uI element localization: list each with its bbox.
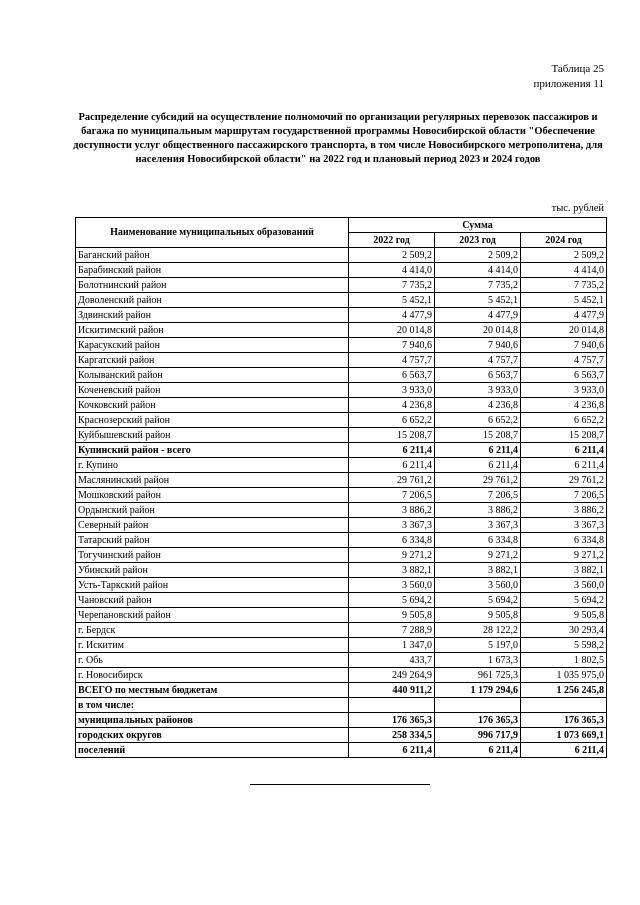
amount-2024: 5 598,2 (521, 638, 607, 653)
amount-2024: 1 802,5 (521, 653, 607, 668)
amount-2023: 961 725,3 (435, 668, 521, 683)
amount-2024: 9 271,2 (521, 548, 607, 563)
amount-2023: 4 414,0 (435, 263, 521, 278)
table-row (76, 308, 607, 323)
table-row (76, 353, 607, 368)
amount-2024: 1 256 245,8 (521, 683, 607, 698)
amount-2023: 6 652,2 (435, 413, 521, 428)
amount-2024: 6 334,8 (521, 533, 607, 548)
amount-2022: 3 560,0 (349, 578, 435, 593)
municipality-name: Баганский район (76, 248, 349, 263)
municipality-name: г. Бердск (76, 623, 349, 638)
municipality-name: Карасукский район (76, 338, 349, 353)
table-row (76, 278, 607, 293)
amount-2023: 4 236,8 (435, 398, 521, 413)
amount-2023: 3 560,0 (435, 578, 521, 593)
municipality-name: Куйбышевский район (76, 428, 349, 443)
header-year-2024: 2024 год (521, 233, 607, 248)
amount-2024: 30 293,4 (521, 623, 607, 638)
header-year-2022: 2022 год (349, 233, 435, 248)
amount-2024: 3 367,3 (521, 518, 607, 533)
amount-2022: 7 940,6 (349, 338, 435, 353)
amount-2024: 6 652,2 (521, 413, 607, 428)
amount-2023: 7 940,6 (435, 338, 521, 353)
document-title: Распределение субсидий на осуществление полномочий по организации регулярных перевозок пассажиров и багажа по муниципальным маршрутам государственной программы Новосибирской области "Обеспечение доступности услуг общественного пассажирского транспорта, в том числе Новосибирского метрополитена, для населения Новосибирской области" на 2022 год и плановый период 2023 и 2024 годов (73, 112, 603, 165)
amount-2024: 1 035 975,0 (521, 668, 607, 683)
table-row (76, 593, 607, 608)
municipality-name: поселений (76, 743, 349, 758)
footer-divider (250, 784, 430, 785)
municipality-name: Искитимский район (76, 323, 349, 338)
municipality-name: Тогучинский район (76, 548, 349, 563)
amount-2024: 5 452,1 (521, 293, 607, 308)
amount-2022: 3 933,0 (349, 383, 435, 398)
municipality-name: Черепановский район (76, 608, 349, 623)
amount-2022: 9 505,8 (349, 608, 435, 623)
appendix-label: приложения 11 (533, 78, 604, 90)
amount-2023: 6 211,4 (435, 443, 521, 458)
municipality-name: Мошковский район (76, 488, 349, 503)
amount-2023: 3 886,2 (435, 503, 521, 518)
municipality-name: Каргатский район (76, 353, 349, 368)
amount-2022: 4 414,0 (349, 263, 435, 278)
amount-2023: 7 735,2 (435, 278, 521, 293)
amount-2024: 4 236,8 (521, 398, 607, 413)
municipality-name: г. Новосибирск (76, 668, 349, 683)
amount-2024: 29 761,2 (521, 473, 607, 488)
amount-2024: 3 886,2 (521, 503, 607, 518)
amount-2022: 433,7 (349, 653, 435, 668)
table-row (76, 578, 607, 593)
table-row (76, 428, 607, 443)
table-row (76, 263, 607, 278)
table-row (76, 383, 607, 398)
amount-2022: 5 452,1 (349, 293, 435, 308)
table-row (76, 548, 607, 563)
amount-2022: 1 347,0 (349, 638, 435, 653)
municipality-name: Чановский район (76, 593, 349, 608)
table-row (76, 638, 607, 653)
table-row (76, 398, 607, 413)
amount-2023: 5 452,1 (435, 293, 521, 308)
amount-2023: 6 211,4 (435, 743, 521, 758)
table-row (76, 743, 607, 758)
table-row (76, 443, 607, 458)
municipality-name: Барабинский район (76, 263, 349, 278)
amount-2022: 4 477,9 (349, 308, 435, 323)
table-row (76, 413, 607, 428)
amount-2024: 20 014,8 (521, 323, 607, 338)
table-number: Таблица 25 (551, 63, 604, 75)
table-row (76, 488, 607, 503)
header-municipality: Наименование муниципальных образований (76, 218, 349, 248)
municipality-name: г. Купино (76, 458, 349, 473)
amount-2024: 4 477,9 (521, 308, 607, 323)
municipality-name: Кочковский район (76, 398, 349, 413)
amount-2022: 7 288,9 (349, 623, 435, 638)
table-row (76, 698, 607, 713)
header-sum: Сумма (349, 218, 607, 233)
amount-2022: 4 757,7 (349, 353, 435, 368)
amount-2024: 3 933,0 (521, 383, 607, 398)
table-row (76, 653, 607, 668)
municipality-name: Татарский район (76, 533, 349, 548)
table-row (76, 458, 607, 473)
municipality-name: Убинский район (76, 563, 349, 578)
amount-2023: 7 206,5 (435, 488, 521, 503)
municipality-name: г. Искитим (76, 638, 349, 653)
amount-2022: 5 694,2 (349, 593, 435, 608)
municipality-name: ВСЕГО по местным бюджетам (76, 683, 349, 698)
amount-2023: 2 509,2 (435, 248, 521, 263)
amount-2024: 15 208,7 (521, 428, 607, 443)
table-row (76, 713, 607, 728)
amount-2022: 176 365,3 (349, 713, 435, 728)
amount-2024: 6 211,4 (521, 743, 607, 758)
amount-2022: 3 886,2 (349, 503, 435, 518)
amount-2024: 5 694,2 (521, 593, 607, 608)
table-row (76, 668, 607, 683)
municipality-name: Купинский район - всего (76, 443, 349, 458)
amount-2024: 3 882,1 (521, 563, 607, 578)
amount-2022: 6 652,2 (349, 413, 435, 428)
amount-2023: 3 367,3 (435, 518, 521, 533)
municipality-name: муниципальных районов (76, 713, 349, 728)
amount-2024: 6 211,4 (521, 458, 607, 473)
table-row (76, 608, 607, 623)
municipality-name: Колыванский район (76, 368, 349, 383)
amount-2024: 1 073 669,1 (521, 728, 607, 743)
amount-2024: 7 940,6 (521, 338, 607, 353)
amount-2022: 6 211,4 (349, 743, 435, 758)
table-row (76, 518, 607, 533)
amount-2023: 20 014,8 (435, 323, 521, 338)
amount-2022: 3 367,3 (349, 518, 435, 533)
unit-label: тыс. рублей (551, 203, 604, 214)
amount-2022: 7 206,5 (349, 488, 435, 503)
amount-2023: 4 477,9 (435, 308, 521, 323)
amount-2023: 1 179 294,6 (435, 683, 521, 698)
municipality-name: Ордынский район (76, 503, 349, 518)
amount-2024: 7 206,5 (521, 488, 607, 503)
amount-2024: 6 211,4 (521, 443, 607, 458)
amount-2022: 6 334,8 (349, 533, 435, 548)
municipality-name: Маслянинский район (76, 473, 349, 488)
table-row (76, 563, 607, 578)
municipality-name: Северный район (76, 518, 349, 533)
amount-2023: 1 673,3 (435, 653, 521, 668)
amount-2022: 258 334,5 (349, 728, 435, 743)
table-row (76, 623, 607, 638)
amount-2022 (349, 698, 435, 713)
amount-2022: 7 735,2 (349, 278, 435, 293)
amount-2022: 6 211,4 (349, 443, 435, 458)
municipality-name: городских округов (76, 728, 349, 743)
amount-2023: 3 882,1 (435, 563, 521, 578)
amount-2024 (521, 698, 607, 713)
table-body (76, 248, 607, 758)
amount-2022: 15 208,7 (349, 428, 435, 443)
amount-2023: 9 271,2 (435, 548, 521, 563)
amount-2022: 6 563,7 (349, 368, 435, 383)
table-row (76, 323, 607, 338)
amount-2023: 176 365,3 (435, 713, 521, 728)
subsidy-table (75, 217, 607, 758)
amount-2023: 9 505,8 (435, 608, 521, 623)
municipality-name: Усть-Таркский район (76, 578, 349, 593)
amount-2022: 4 236,8 (349, 398, 435, 413)
table-row (76, 338, 607, 353)
amount-2023: 28 122,2 (435, 623, 521, 638)
amount-2023: 29 761,2 (435, 473, 521, 488)
municipality-name: Коченевский район (76, 383, 349, 398)
amount-2023: 5 197,0 (435, 638, 521, 653)
municipality-name: Здвинский район (76, 308, 349, 323)
amount-2022: 20 014,8 (349, 323, 435, 338)
municipality-name: Доволенский район (76, 293, 349, 308)
amount-2024: 4 757,7 (521, 353, 607, 368)
amount-2022: 440 911,2 (349, 683, 435, 698)
table-row (76, 248, 607, 263)
amount-2023: 4 757,7 (435, 353, 521, 368)
table-row (76, 503, 607, 518)
amount-2022: 9 271,2 (349, 548, 435, 563)
amount-2023: 6 563,7 (435, 368, 521, 383)
municipality-name: г. Обь (76, 653, 349, 668)
amount-2024: 4 414,0 (521, 263, 607, 278)
table-row (76, 368, 607, 383)
amount-2022: 6 211,4 (349, 458, 435, 473)
amount-2024: 2 509,2 (521, 248, 607, 263)
amount-2024: 9 505,8 (521, 608, 607, 623)
amount-2022: 29 761,2 (349, 473, 435, 488)
amount-2022: 3 882,1 (349, 563, 435, 578)
municipality-name: в том числе: (76, 698, 349, 713)
municipality-name: Болотнинский район (76, 278, 349, 293)
amount-2024: 176 365,3 (521, 713, 607, 728)
amount-2024: 3 560,0 (521, 578, 607, 593)
municipality-name: Краснозерский район (76, 413, 349, 428)
amount-2022: 249 264,9 (349, 668, 435, 683)
table-row (76, 683, 607, 698)
amount-2023: 15 208,7 (435, 428, 521, 443)
amount-2024: 6 563,7 (521, 368, 607, 383)
amount-2023: 6 211,4 (435, 458, 521, 473)
header-year-2023: 2023 год (435, 233, 521, 248)
amount-2022: 2 509,2 (349, 248, 435, 263)
table-row (76, 533, 607, 548)
table-row (76, 293, 607, 308)
table-row (76, 473, 607, 488)
amount-2024: 7 735,2 (521, 278, 607, 293)
amount-2023: 996 717,9 (435, 728, 521, 743)
amount-2023: 6 334,8 (435, 533, 521, 548)
table-row (76, 728, 607, 743)
amount-2023: 5 694,2 (435, 593, 521, 608)
amount-2023: 3 933,0 (435, 383, 521, 398)
amount-2023 (435, 698, 521, 713)
